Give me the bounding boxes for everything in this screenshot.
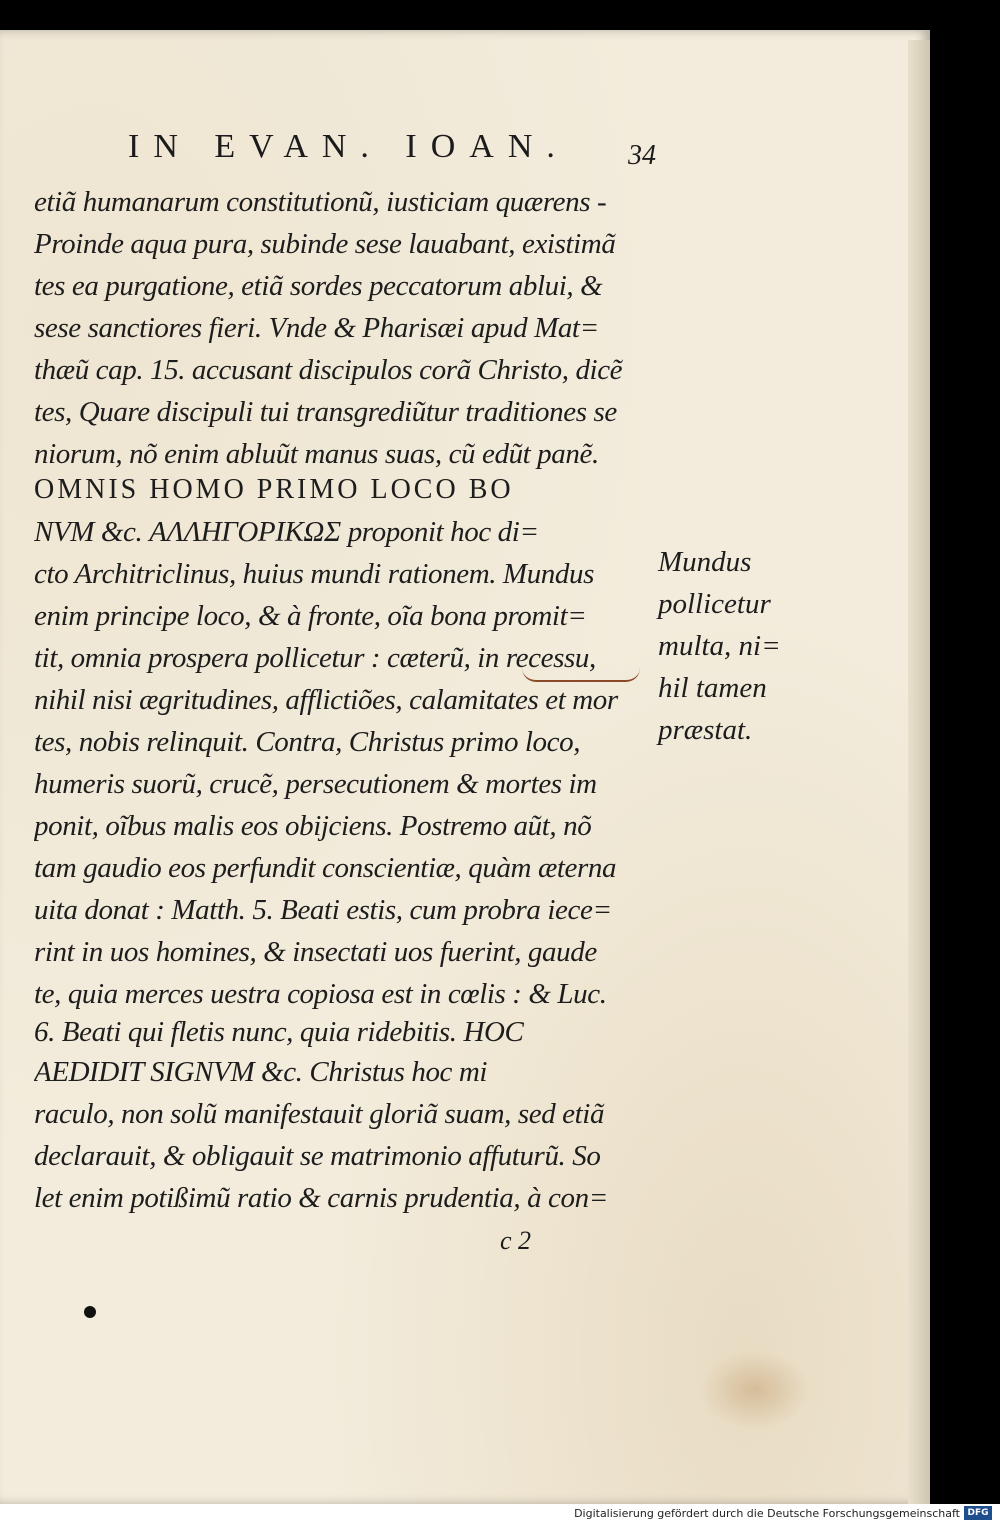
- margin-note-line: multa, ni=: [658, 630, 781, 662]
- margin-note-line: præstat.: [658, 714, 753, 746]
- page-edge: [908, 40, 930, 1504]
- text-line: nihil nisi ægritudines, afflictiões, calamitates et mor: [34, 684, 618, 716]
- text-line: niorum, nõ enim abluũt manus suas, cũ edũt panẽ.: [34, 438, 599, 470]
- margin-note-line: pollicetur: [658, 588, 771, 620]
- text-line: tes ea purgatione, etiã sordes peccatorum ablui, &: [34, 270, 603, 302]
- page-number: 34: [628, 140, 656, 171]
- text-line: OMNIS HOMO PRIMO LOCO BO: [34, 474, 514, 505]
- text-line: humeris suorũ, crucẽ, persecutionem & mortes im: [34, 768, 597, 800]
- text-line: cto Architriclinus, huius mundi rationem. Mundus: [34, 558, 594, 590]
- ink-dot: [84, 1306, 96, 1318]
- margin-note-line: Mundus: [658, 546, 752, 578]
- text-line: thæũ cap. 15. accusant discipulos corã Christo, dicẽ: [34, 354, 623, 386]
- text-line: etiã humanarum constitutionũ, iusticiam quærens -: [34, 186, 607, 218]
- text-line: tit, omnia prospera pollicetur : cæterũ, in recessu,: [34, 642, 596, 674]
- text-line: tam gaudio eos perfundit conscientiæ, quàm æterna: [34, 852, 617, 884]
- text-line: tes, nobis relinquit. Contra, Christus primo loco,: [34, 726, 581, 758]
- text-line: AEDIDIT SIGNVM &c. Christus hoc mi: [34, 1056, 488, 1088]
- text-line: sese sanctiores fieri. Vnde & Pharisæi apud Mat=: [34, 312, 599, 344]
- text-line: tes, Quare discipuli tui transgrediũtur traditiones se: [34, 396, 617, 428]
- ink-underline: [522, 668, 640, 682]
- text-line: uita donat : Matth. 5. Beati estis, cum probra iece=: [34, 894, 612, 926]
- text-line: ponit, oĩbus malis eos obijciens. Postremo aũt, nõ: [34, 810, 592, 842]
- footer-credit: Digitalisierung gefördert durch die Deutsche Forschungsgemeinschaft: [574, 1507, 960, 1520]
- text-line: declarauit, & obligauit se matrimonio affuturũ. So: [34, 1140, 601, 1172]
- text-line: enim principe loco, & à fronte, oĩa bona promit=: [34, 600, 587, 632]
- running-head: IN EVAN. IOAN.: [128, 128, 569, 165]
- text-line: 6. Beati qui fletis nunc, quia ridebitis. HOC: [34, 1016, 524, 1048]
- text-line: Proinde aqua pura, subinde sese lauabant, existimã: [34, 228, 616, 260]
- text-line: NVM &c. ΑΛΛΗΓΟΡΙΚΩΣ proponit hoc di=: [34, 516, 539, 548]
- text-line: rint in uos homines, & insectati uos fuerint, gaude: [34, 936, 597, 968]
- signature-mark: c 2: [500, 1226, 532, 1255]
- dfg-logo: DFG: [964, 1506, 992, 1520]
- margin-note-line: hil tamen: [658, 672, 767, 704]
- text-line: te, quia merces uestra copiosa est in cœlis : & Luc.: [34, 978, 607, 1010]
- text-line: let enim potißimũ ratio & carnis prudentia, à con=: [34, 1182, 608, 1214]
- text-line: raculo, non solũ manifestauit gloriã suam, sed etiã: [34, 1098, 605, 1130]
- paper-stain: [700, 1350, 810, 1430]
